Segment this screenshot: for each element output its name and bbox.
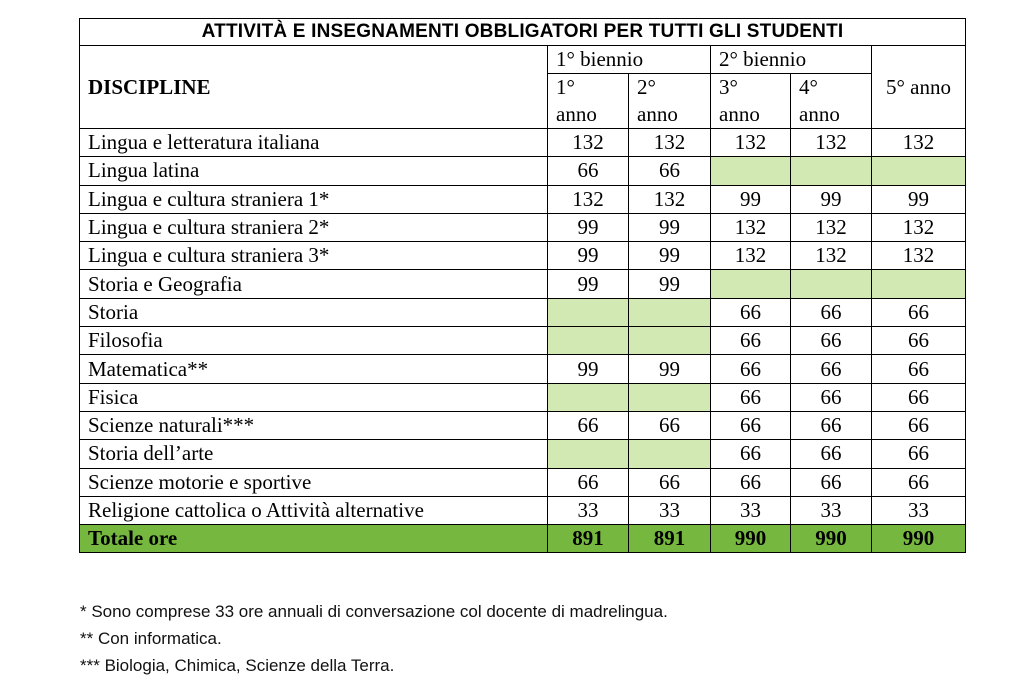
subject-cell: Lingua e cultura straniera 2* [80, 213, 548, 241]
hours-cell [629, 440, 711, 468]
hours-cell: 99 [629, 355, 711, 383]
hours-cell: 132 [791, 242, 872, 270]
table-row [80, 242, 966, 270]
subject-cell: Lingua latina [80, 157, 548, 185]
hours-cell [629, 383, 711, 411]
subject-cell: Matematica** [80, 355, 548, 383]
table-row [80, 129, 966, 157]
total-label: Totale ore [80, 525, 548, 553]
hours-cell: 99 [791, 185, 872, 213]
hours-cell: 66 [872, 468, 966, 496]
table-row [80, 440, 966, 468]
subject-cell: Lingua e cultura straniera 1* [80, 185, 548, 213]
hours-cell [548, 298, 629, 326]
hours-cell [711, 270, 791, 298]
hours-cell: 66 [791, 298, 872, 326]
subject-cell: Lingua e cultura straniera 3* [80, 242, 548, 270]
hours-cell: 132 [548, 129, 629, 157]
total-cell: 990 [872, 525, 966, 553]
hours-cell [872, 157, 966, 185]
subject-cell: Scienze naturali*** [80, 411, 548, 439]
table-row [80, 383, 966, 411]
hours-cell [791, 270, 872, 298]
hours-cell: 66 [711, 440, 791, 468]
table-title: ATTIVITÀ E INSEGNAMENTI OBBLIGATORI PER TUTTI GLI STUDENTI [80, 19, 966, 46]
hours-cell: 99 [548, 242, 629, 270]
hours-cell [791, 157, 872, 185]
footnotes [80, 598, 668, 679]
table-row [80, 355, 966, 383]
table-row [80, 157, 966, 185]
hours-cell: 66 [711, 411, 791, 439]
table-row [80, 411, 966, 439]
table-row [80, 298, 966, 326]
hours-cell: 66 [711, 298, 791, 326]
hours-cell: 132 [711, 129, 791, 157]
subject-cell: Religione cattolica o Attività alternative [80, 496, 548, 524]
year-2-header: 2° anno [629, 74, 711, 129]
footnote: ** Con informatica. [80, 629, 222, 648]
subject-cell: Fisica [80, 383, 548, 411]
hours-cell [548, 327, 629, 355]
hours-cell: 66 [872, 298, 966, 326]
hours-cell: 66 [791, 468, 872, 496]
total-cell: 990 [711, 525, 791, 553]
year-5-header: 5° anno [872, 46, 966, 129]
hours-cell: 33 [629, 496, 711, 524]
hours-cell: 132 [872, 129, 966, 157]
hours-cell: 66 [548, 157, 629, 185]
hours-cell: 99 [711, 185, 791, 213]
hours-cell: 66 [711, 355, 791, 383]
hours-cell: 33 [791, 496, 872, 524]
hours-cell: 66 [791, 383, 872, 411]
subject-cell: Scienze motorie e sportive [80, 468, 548, 496]
hours-cell: 66 [872, 327, 966, 355]
hours-cell [872, 270, 966, 298]
biennio-2-header: 2° biennio [711, 46, 872, 74]
hours-cell: 99 [872, 185, 966, 213]
hours-cell: 99 [629, 270, 711, 298]
hours-cell [548, 440, 629, 468]
hours-cell: 33 [548, 496, 629, 524]
year-1-header: 1° anno [548, 74, 629, 129]
subject-cell: Storia dell’arte [80, 440, 548, 468]
curriculum-table-container [79, 18, 965, 553]
hours-cell [629, 327, 711, 355]
hours-cell: 132 [711, 242, 791, 270]
year-4-header: 4° anno [791, 74, 872, 129]
hours-cell: 66 [711, 468, 791, 496]
hours-cell: 132 [629, 185, 711, 213]
hours-cell [711, 157, 791, 185]
hours-cell: 132 [872, 213, 966, 241]
hours-cell: 66 [629, 468, 711, 496]
hours-cell: 66 [872, 383, 966, 411]
hours-cell: 66 [872, 411, 966, 439]
table-row [80, 496, 966, 524]
hours-cell: 66 [791, 411, 872, 439]
biennio-1-header: 1° biennio [548, 46, 711, 74]
hours-cell: 66 [629, 411, 711, 439]
hours-cell: 99 [629, 213, 711, 241]
hours-cell: 132 [548, 185, 629, 213]
hours-cell: 66 [548, 468, 629, 496]
table-row [80, 270, 966, 298]
table-row [80, 468, 966, 496]
table-row [80, 185, 966, 213]
hours-cell [548, 383, 629, 411]
total-cell: 891 [629, 525, 711, 553]
footnote: * Sono comprese 33 ore annuali di conversazione col docente di madrelingua. [80, 602, 668, 621]
hours-cell: 99 [548, 213, 629, 241]
year-3-header: 3° anno [711, 74, 791, 129]
hours-cell: 66 [711, 383, 791, 411]
hours-cell [629, 298, 711, 326]
hours-cell: 99 [548, 355, 629, 383]
subject-cell: Storia e Geografia [80, 270, 548, 298]
table-row [80, 213, 966, 241]
hours-cell: 132 [629, 129, 711, 157]
total-cell: 891 [548, 525, 629, 553]
total-cell: 990 [791, 525, 872, 553]
hours-cell: 66 [791, 355, 872, 383]
hours-cell: 132 [791, 129, 872, 157]
hours-cell: 132 [791, 213, 872, 241]
hours-cell: 66 [711, 327, 791, 355]
curriculum-table [79, 18, 966, 553]
hours-cell: 66 [629, 157, 711, 185]
subject-cell: Lingua e letteratura italiana [80, 129, 548, 157]
disciplines-header: DISCIPLINE [80, 46, 548, 129]
hours-cell: 132 [872, 242, 966, 270]
total-row [80, 525, 966, 553]
hours-cell: 33 [711, 496, 791, 524]
footnote: *** Biologia, Chimica, Scienze della Terra. [80, 656, 395, 675]
table-row [80, 327, 966, 355]
hours-cell: 66 [872, 440, 966, 468]
subject-cell: Storia [80, 298, 548, 326]
hours-cell: 66 [548, 411, 629, 439]
hours-cell: 66 [791, 440, 872, 468]
hours-cell: 66 [872, 355, 966, 383]
hours-cell: 33 [872, 496, 966, 524]
hours-cell: 132 [711, 213, 791, 241]
subject-cell: Filosofia [80, 327, 548, 355]
hours-cell: 99 [548, 270, 629, 298]
hours-cell: 99 [629, 242, 711, 270]
hours-cell: 66 [791, 327, 872, 355]
